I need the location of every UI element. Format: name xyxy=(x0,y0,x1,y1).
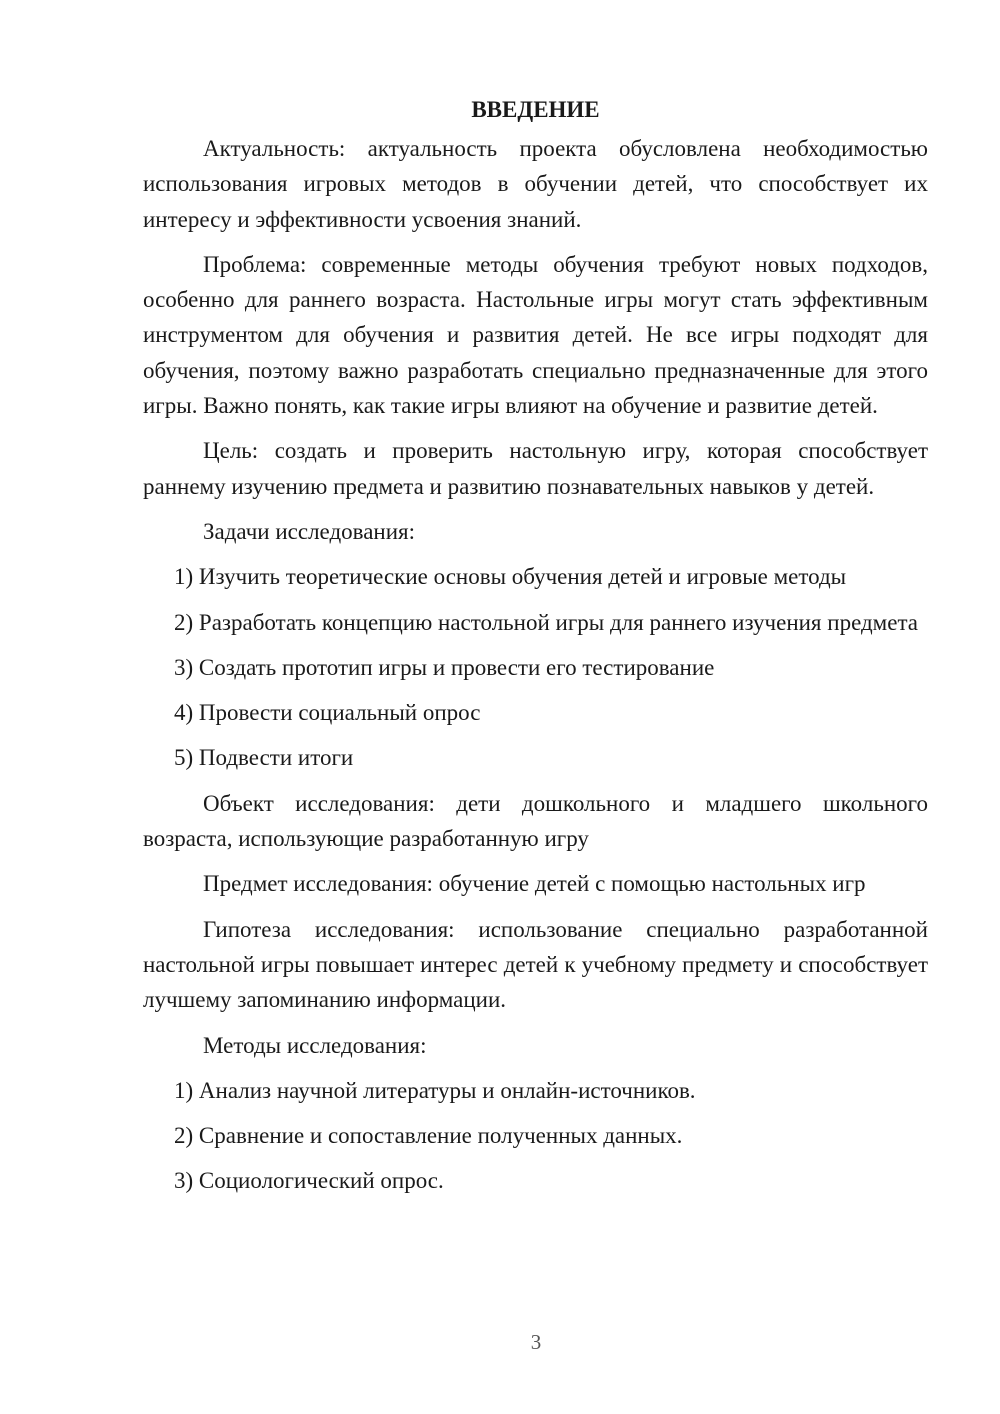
tasks-heading: Задачи исследования: xyxy=(203,518,416,544)
goal-paragraph: Цель: создать и проверить настольную игру, которая способствует раннему изучению предмета и развитию познавательных навыков у детей. xyxy=(143,438,928,499)
hypothesis-paragraph: Гипотеза исследования: использование специально разработанной настольной игры повышает интерес детей к учебному предмету и способствует лучшему запоминанию информации. xyxy=(143,916,928,1013)
method-item: 1) Анализ научной литературы и онлайн-источников. xyxy=(174,1077,696,1103)
task-item: 2) Разработать концепцию настольной игры для раннего изучения предмета xyxy=(174,609,918,635)
document-page xyxy=(143,92,928,1209)
subject-paragraph: Предмет исследования: обучение детей с помощью настольных игр xyxy=(203,871,866,897)
task-item: 5) Подвести итоги xyxy=(174,745,354,771)
problem-paragraph: Проблема: современные методы обучения требуют новых подходов, особенно для раннего возраста. Настольные игры могут стать эффективным инструментом для обучения и развития детей. Не все игры подходят для обучения, поэтому важно разработать специально предназначенные для этого игры. Важно понять, как такие игры влияют на обучение и развитие детей. xyxy=(143,251,928,419)
task-item: 3) Создать прототип игры и провести его тестирование xyxy=(174,654,715,680)
page-number: 3 xyxy=(530,1330,542,1354)
method-item: 3) Социологический опрос. xyxy=(174,1168,444,1194)
object-paragraph: Объект исследования: дети дошкольного и младшего школьного возраста, использующие разработанную игру xyxy=(143,790,928,852)
task-item: 1) Изучить теоретические основы обучения детей и игровые методы xyxy=(174,564,847,590)
relevance-paragraph: Актуальность: актуальность проекта обусловлена необходимостью использования игровых методов в обучении детей, что способствует их интересу и эффективности усвоения знаний. xyxy=(143,136,928,232)
section-title: ВВЕДЕНИЕ xyxy=(471,97,600,122)
method-item: 2) Сравнение и сопоставление полученных данных. xyxy=(174,1123,683,1149)
methods-heading: Методы исследования: xyxy=(203,1032,427,1058)
task-item: 4) Провести социальный опрос xyxy=(174,700,481,726)
